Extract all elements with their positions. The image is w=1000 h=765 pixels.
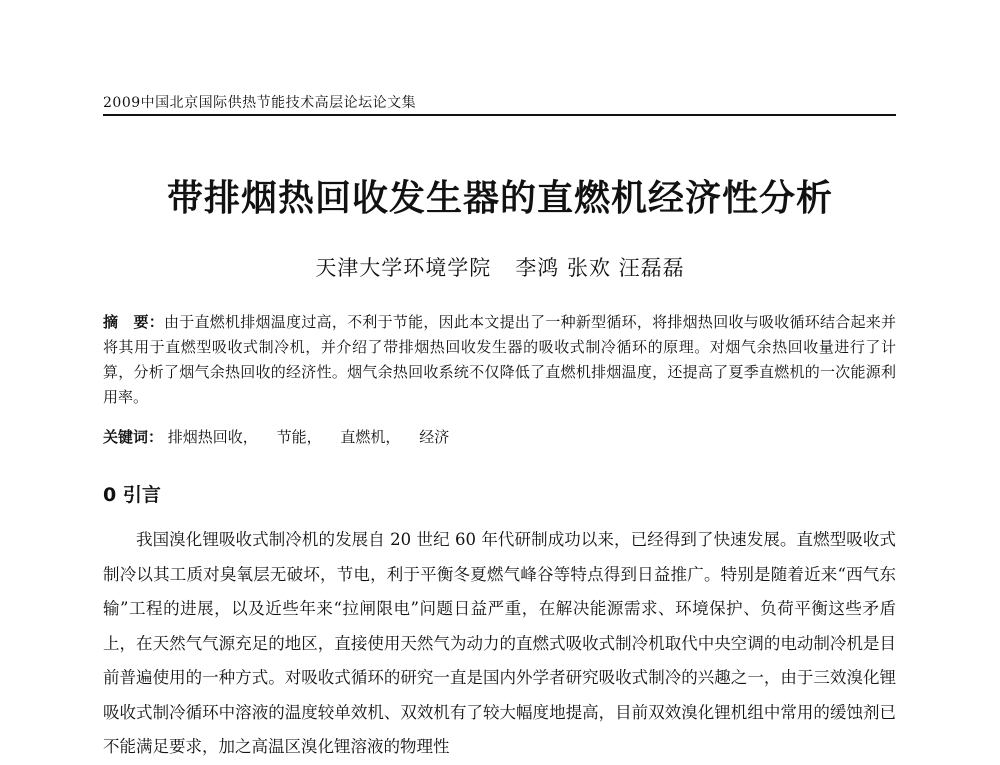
- keyword-item: 经济: [419, 428, 450, 446]
- keyword-item: 直燃机，: [340, 428, 401, 446]
- header-divider: [103, 114, 896, 116]
- keywords: [103, 425, 896, 450]
- affiliation: 天津大学环境学院: [315, 256, 492, 280]
- paper-title: 带排烟热回收发生器的直燃机经济性分析: [166, 178, 833, 219]
- body-paragraph: 我国溴化锂吸收式制冷机的发展自 20 世纪 60 年代研制成功以来，已经得到了快速发展。直燃型吸收式制冷以其工质对臭氧层无破坏，节电，利于平衡冬夏燃气峰谷等特点得到日益推广。特别是随着近来“西气东输”工程的进展，以及近些年来“拉闸限电”问题日益严重，在解决能源需求、环境保护、负荷平衡这些矛盾上，在天然气气源充足的地区，直接使用天然气为动力的直燃式吸收式制冷机取代中央空调的电动制冷机是目前普遍使用的一种方式。对吸收式循环的研究一直是国内外学者研究吸收式制冷的兴趣之一，由于三效溴化锂吸收式制冷循环中溶液的温度较单效机、双效机有了较大幅度地提高，目前双效溴化锂机组中常用的缓蚀剂已不能满足要求，加之高温区溴化锂溶液的物理性: [103, 530, 896, 756]
- abstract-text: 由于直燃机排烟温度过高，不利于节能，因此本文提出了一种新型循环，将排烟热回收与吸收循环结合起来并将其用于直燃型吸收式制冷机，并介绍了带排烟热回收发生器的吸收式制冷循环的原理。对烟气余热回收量进行了计算，分析了烟气余热回收的经济性。烟气余热回收系统不仅降低了直燃机排烟温度，还提高了夏季直燃机的一次能源利用率。: [103, 313, 896, 406]
- keyword-item: 排烟热回收，: [167, 428, 258, 446]
- section-heading: 0 引言: [103, 484, 161, 506]
- author-names: 李鸿 张欢 汪磊磊: [515, 256, 685, 280]
- keyword-item: 节能，: [276, 428, 322, 446]
- abstract-label: 摘 要：: [103, 313, 165, 331]
- keywords-label: 关键词：: [103, 428, 164, 446]
- abstract: [103, 310, 896, 410]
- author-line: [0, 252, 1000, 282]
- running-header: 2009中国北京国际供热节能技术高层论坛论文集: [103, 95, 417, 111]
